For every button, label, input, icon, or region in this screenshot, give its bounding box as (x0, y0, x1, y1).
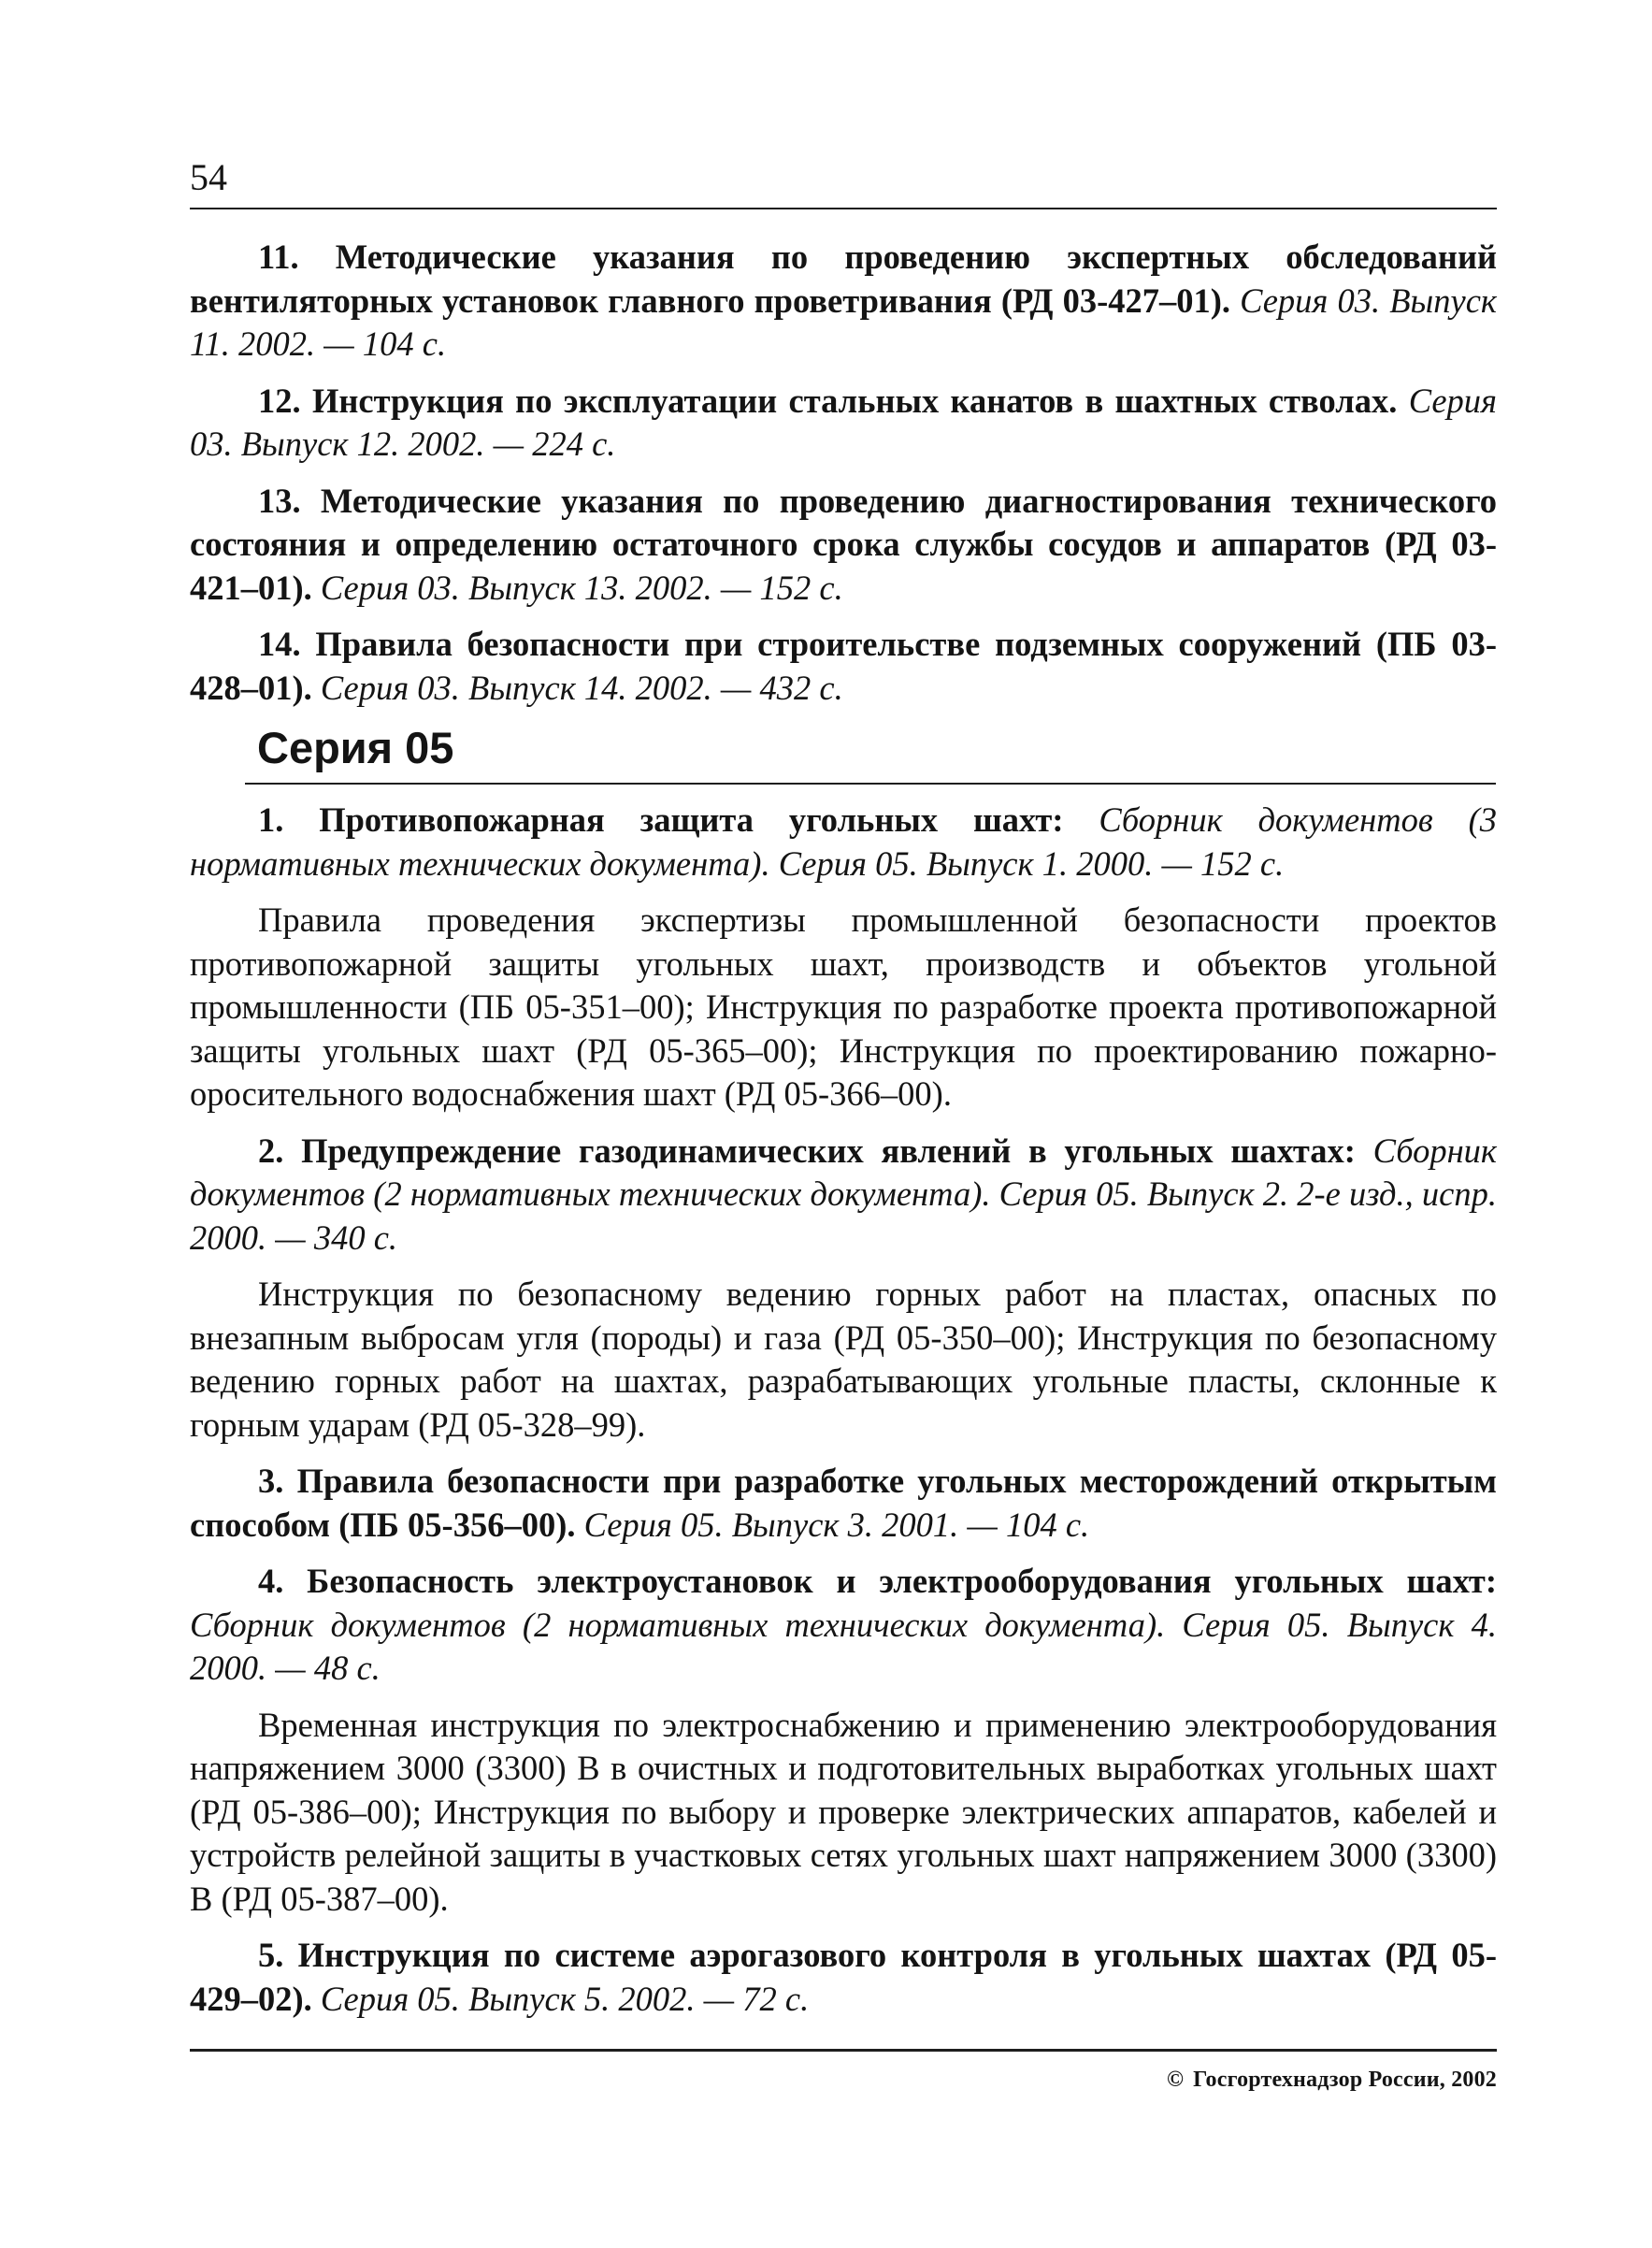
entry-citation: Сборник документов (2 нормативных технических документа). Серия 05. Выпуск 2. 2-е изд., испр. 2000. — 340 с. (190, 1131, 1497, 1257)
bibliography-entry (190, 480, 1497, 611)
bibliography-entry (190, 1460, 1497, 1547)
series-heading-rule (245, 783, 1496, 785)
entry-title: 2. Предупреждение газодинамических явлений в угольных шахтах: (258, 1131, 1356, 1170)
series-03-list (190, 236, 1497, 723)
header-rule (190, 208, 1497, 209)
entry-citation: Сборник документов (2 нормативных технических документа). Серия 05. Выпуск 4. 2000. — 48 с. (190, 1605, 1497, 1687)
entry-title: 5. Инструкция по системе аэрогазового контроля в угольных шахтах (РД 05-429–02). (190, 1936, 1497, 2018)
entry-title: 1. Противопожарная защита угольных шахт: (258, 800, 1064, 839)
entry-citation: Серия 03. Выпуск 11. 2002. — 104 с. (190, 281, 1497, 363)
copyright-text: Госгортехнадзор России, 2002 (1193, 2068, 1497, 2092)
bibliography-entry (190, 623, 1497, 710)
entry-citation: Серия 05. Выпуск 5. 2002. — 72 с. (320, 1979, 810, 2018)
entry-title: 13. Методические указания по проведению диагностирования технического состояния и определению остаточного срока службы сосудов и аппаратов (РД 03-421–01). (190, 481, 1497, 607)
footer-rule (190, 2049, 1497, 2052)
bibliography-entry (190, 1130, 1497, 1261)
entry-citation: Серия 03. Выпуск 12. 2002. — 224 с. (190, 381, 1498, 463)
entry-title: 11. Методические указания по проведению экспертных обследований вентиляторных установок главного проветривания (РД 03-427–01). (190, 238, 1497, 320)
entry-citation: Сборник документов (3 нормативных технических документа). Серия 05. Выпуск 1. 2000. — 152 с. (190, 800, 1497, 883)
series-05-list (190, 799, 1497, 2034)
entry-title: 3. Правила безопасности при разработке угольных месторождений открытым способом (ПБ 05-356–00). (190, 1462, 1497, 1544)
entry-contents: Правила проведения экспертизы промышленной безопасности проектов противопожарной защиты угольных шахт, производств и объектов угольной промышленности (ПБ 05-351–00); Инструкция по разработке проекта противопожарной защиты угольных шахт (РД 05-365–00); Инструкция по проектированию пожарно-оросительного водоснабжения шахт (РД 05-366–00). (190, 901, 1497, 1113)
entry-title: 14. Правила безопасности при строительстве подземных сооружений (ПБ 03-428–01). (190, 625, 1497, 707)
bibliography-entry (190, 799, 1497, 886)
copyright-footer (1167, 2068, 1497, 2093)
copyright-icon: © (1167, 2068, 1185, 2092)
entry-contents: Временная инструкция по электроснабжению и применению электрооборудования напряжением 3000 (3300) В в очистных и подготовительных выработках угольных шахт (РД 05-386–00); Инструкция по выбору и проверке электрических аппаратов, кабелей и устройств релейной защиты в участковых сетях угольных шахт напряжением 3000 (3300) В (РД 05-387–00). (190, 1705, 1497, 1918)
bibliography-entry (190, 1560, 1497, 1691)
entry-title: 12. Инструкция по эксплуатации стальных канатов в шахтных стволах. (258, 381, 1398, 420)
series-heading: Серия 05 (257, 723, 454, 772)
bibliography-entry (190, 236, 1497, 367)
entry-title: 4. Безопасность электроустановок и электрооборудования угольных шахт: (258, 1562, 1497, 1600)
entry-contents: Инструкция по безопасному ведению горных работ на пластах, опасных по внезапным выбросам угля (породы) и газа (РД 05-350–00); Инструкция по безопасному ведению горных работ на шахтах, разрабатывающих угольные пласты, склонные к горным ударам (РД 05-328–99). (190, 1275, 1497, 1444)
entry-citation: Серия 03. Выпуск 13. 2002. — 152 с. (320, 568, 843, 607)
bibliography-entry (190, 1934, 1497, 2021)
bibliography-entry (190, 380, 1497, 467)
entry-citation: Серия 05. Выпуск 3. 2001. — 104 с. (583, 1505, 1090, 1544)
entry-citation: Серия 03. Выпуск 14. 2002. — 432 с. (320, 668, 843, 707)
page-number: 54 (190, 156, 227, 198)
